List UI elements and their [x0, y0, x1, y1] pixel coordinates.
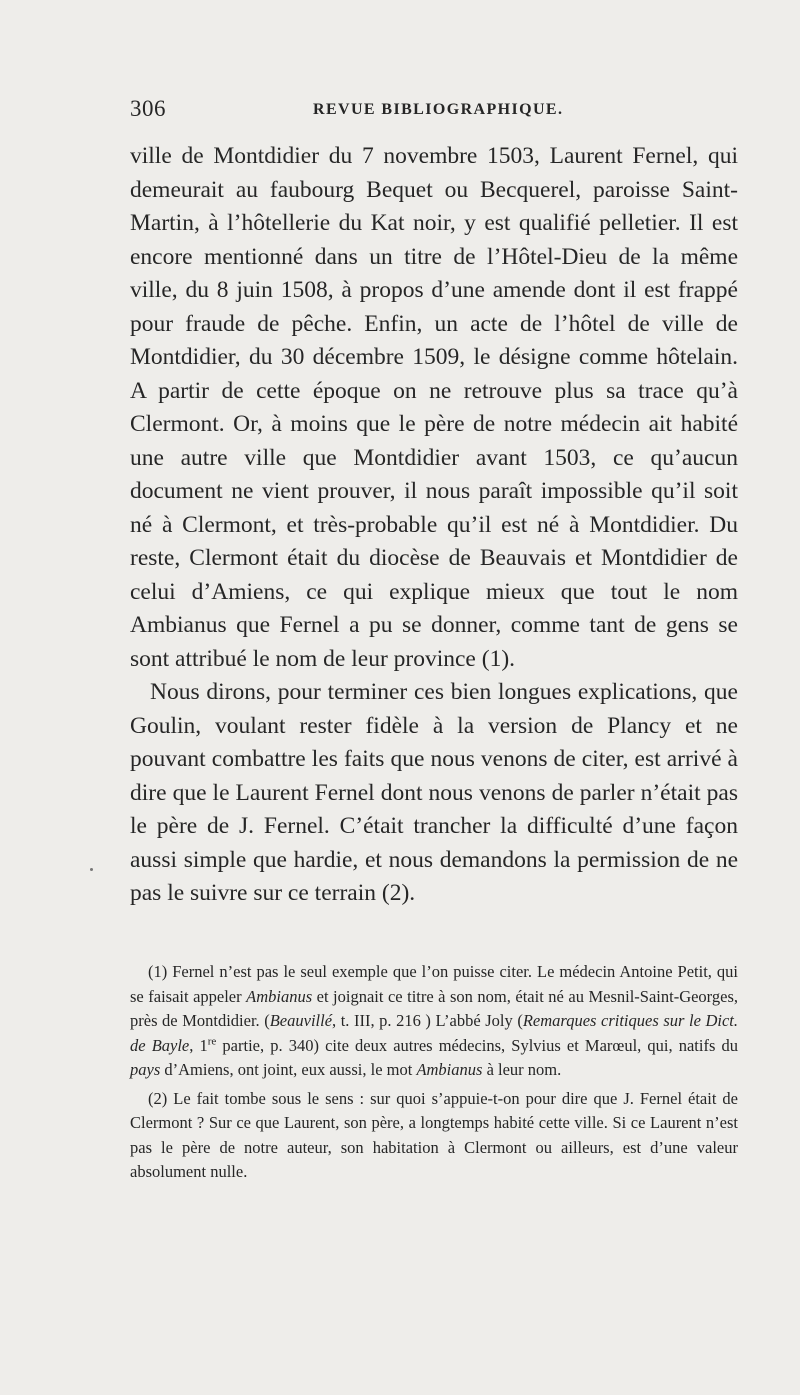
footnote-1-superscript: re [207, 1035, 217, 1047]
page-header [130, 96, 738, 126]
main-text [130, 140, 738, 911]
footnote-1-italic-ambianus: Ambianus [246, 986, 313, 1006]
footnote-1-text-g: , 1 [189, 1035, 208, 1055]
page-number: 306 [130, 96, 166, 121]
footnote-1-italic-remarques: Remarques critiques sur le Dict. de Bayle [130, 1011, 738, 1055]
footnote-1-text-k: d’Amiens, ont joint, eux aussi, le mot [160, 1060, 417, 1079]
running-head: REVUE BIBLIOGRAPHIQUE. [313, 101, 564, 118]
footnote-1-text-i: partie, p. 340) cite deux autres médecins, Sylvius et Marœul, qui, natifs du [216, 1035, 739, 1055]
margin-speck [90, 868, 93, 871]
footnote-1 [130, 960, 738, 1083]
footnote-1-italic-ambianus-2: Ambianus [416, 1060, 483, 1079]
footnotes [130, 960, 738, 1185]
paragraph-2: Nous dirons, pour terminer ces bien longues explications, que Goulin, voulant rester fidèle à la version de Plancy et ne pouvant combattre les faits que nous venons de citer, est arrivé à dire que le Laurent Fernel dont nous venons de parler n’était pas le père de J. Fernel. C’était trancher la difficulté d’une façon aussi simple que hardie, et nous demandons la permission de ne pas le suivre sur ce terrain (2). [130, 679, 738, 906]
footnote-1-text-c: et joignait ce titre à son nom, était né au Mesnil-Saint-Georges, près de Montdidier. ( [130, 986, 738, 1030]
paragraph-1: ville de Montdidier du 7 novembre 1503, Laurent Fernel, qui demeurait au faubourg Bequet ou Becquerel, paroisse Saint-Martin, à l’hôtellerie du Kat noir, y est qualifié pelletier. Il est encore mentionné dans un titre de l’Hôtel-Dieu de la même ville, du 8 juin 1508, à propos d’une amende dont il est frappé pour fraude de pêche. Enfin, un acte de l’hôtel de ville de Montdidier, du 30 décembre 1509, le désigne comme hôtelain. A partir de cette époque on ne retrouve plus sa trace qu’à Clermont. Or, à moins que le père de notre médecin ait habité une autre ville que Montdidier avant 1503, ce qu’aucun document ne vient prouver, il nous paraît impossible qu’il soit né à Clermont, et très-probable qu’il est né à Montdidier. Du reste, Clermont était du diocèse de Beauvais et Montdidier de celui d’Amiens, ce qui explique mieux que tout le nom Ambianus que Fernel a pu se donner, comme tant de gens se sont attribué le nom de leur province (1). [130, 143, 738, 672]
footnote-1-text-m: à leur nom. [482, 1060, 562, 1079]
footnote-1-italic-beauville: Beauvillé [269, 1011, 333, 1030]
footnote-1-text-e: , t. III, p. 216 ) L’abbé Joly ( [332, 1011, 523, 1030]
footnote-1-italic-pays: pays [130, 1060, 161, 1079]
footnote-2: (2) Le fait tombe sous le sens : sur quoi s’appuie-t-on pour dire que J. Fernel était de Clermont ? Sur ce que Laurent, son père, a longtemps habité cette ville. Si ce Laurent n’est pas le père de notre auteur, son habitation à Clermont ou ailleurs, est d’une valeur absolument nulle. [130, 1088, 738, 1181]
footnote-1-text-a: (1) Fernel n’est pas le seul exemple que l’on puisse citer. Le médecin Antoine Petit, qui se faisait appeler [130, 962, 738, 1006]
